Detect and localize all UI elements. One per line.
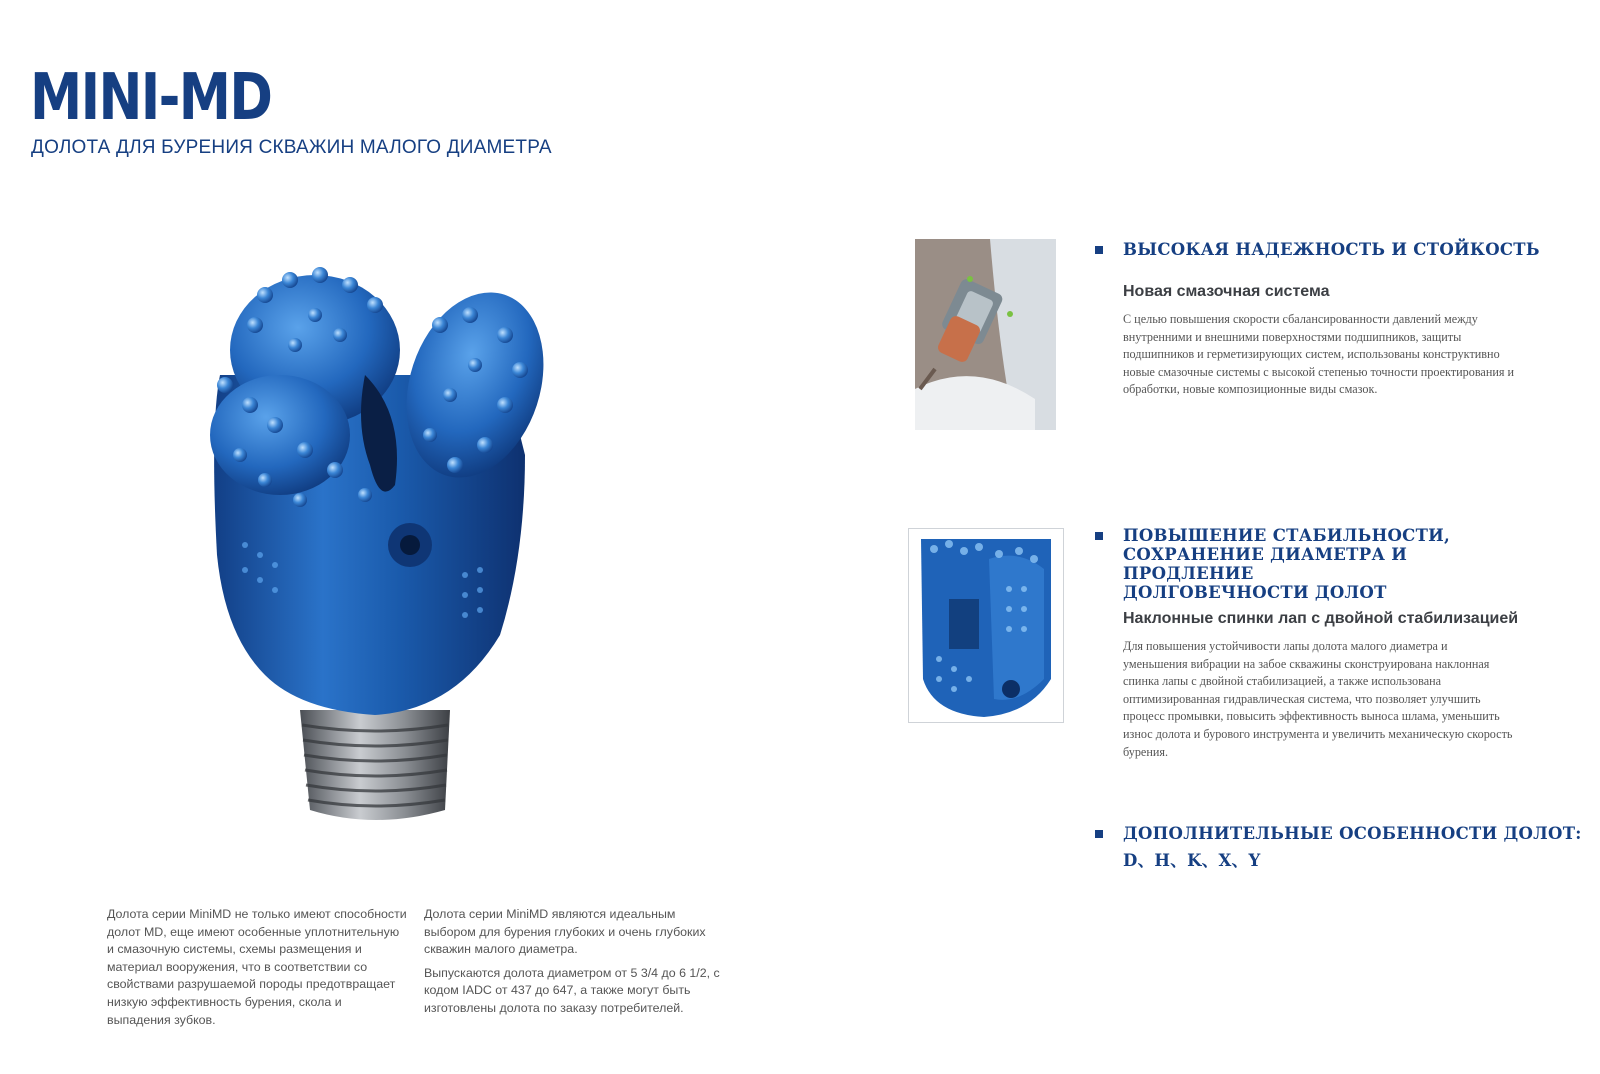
drill-bit-image xyxy=(205,255,550,840)
feature-title-line: ПОВЫШЕНИЕ СТАБИЛЬНОСТИ, xyxy=(1123,526,1451,545)
intro-paragraph: Долота серии MiniMD являются идеальным выбором для бурения глубоких и очень глубоких скважин малого диаметра. xyxy=(424,907,706,957)
lubrication-system-image xyxy=(915,239,1056,430)
square-bullet-icon xyxy=(1095,246,1103,254)
feature-subtitle: Новая смазочная система xyxy=(1123,283,1330,300)
feature-subtitle: Наклонные спинки лап с двойной стабилизацией xyxy=(1123,610,1519,627)
stabilization-image-frame xyxy=(908,528,1064,723)
feature-text: С целью повышения скорости сбалансированности давлений между внутренними и внешними поверхностями подшипников, защиты подшипников и герметизирующих систем, использованы конструктивно новые смазочные системы с высокой степенью точности проектирования и обработки, новые композиционные виды смазок. xyxy=(1123,312,1515,397)
brand-title: MINI-MD xyxy=(30,61,272,135)
feature-title xyxy=(1123,526,1543,602)
feature-codes: D、H、K、X、Y xyxy=(1123,851,1261,870)
square-bullet-icon xyxy=(1095,532,1103,540)
feature-title: ВЫСОКАЯ НАДЕЖНОСТЬ И СТОЙКОСТЬ xyxy=(1123,240,1540,259)
stabilization-image xyxy=(909,529,1063,722)
feature-title-line: СОХРАНЕНИЕ ДИАМЕТРА И ПРОДЛЕНИЕ xyxy=(1123,545,1408,583)
page-subtitle: ДОЛОТА ДЛЯ БУРЕНИЯ СКВАЖИН МАЛОГО ДИАМЕТРА xyxy=(31,137,552,158)
feature-title-line: ДОЛГОВЕЧНОСТИ ДОЛОТ xyxy=(1123,583,1387,602)
intro-column-1 xyxy=(107,906,407,1035)
feature-text: Для повышения устойчивости лапы долота малого диаметра и уменьшения вибрации на забое скважины сконструирована наклонная спинка лапы с двойной стабилизацией, а также использована оптимизированная гидравлическая система, что позволяет улучшить процесс промывки, повысить эффективность выноса шлама, уменьшить износ долота и бурового инструмента и увеличить механическую скорость бурения. xyxy=(1123,639,1513,759)
intro-paragraph: Долота серии MiniMD не только имеют способности долот MD, еще имеют особенные уплотнительную и смазочную системы, схемы размещения и материал вооружения, что в соответствии со свойствами разрушаемой породы предотвращает низкую эффективность бурения, скола и выпадения зубков. xyxy=(107,907,407,1027)
feature-title: ДОПОЛНИТЕЛЬНЫЕ ОСОБЕННОСТИ ДОЛОТ: xyxy=(1123,824,1582,843)
square-bullet-icon xyxy=(1095,830,1103,838)
intro-column-2 xyxy=(424,906,724,1024)
intro-paragraph: Выпускаются долота диаметром от 5 3/4 до 6 1/2, с кодом IADC от 437 до 647, а также могут быть изготовлены долота по заказу потребителей. xyxy=(424,965,720,1015)
